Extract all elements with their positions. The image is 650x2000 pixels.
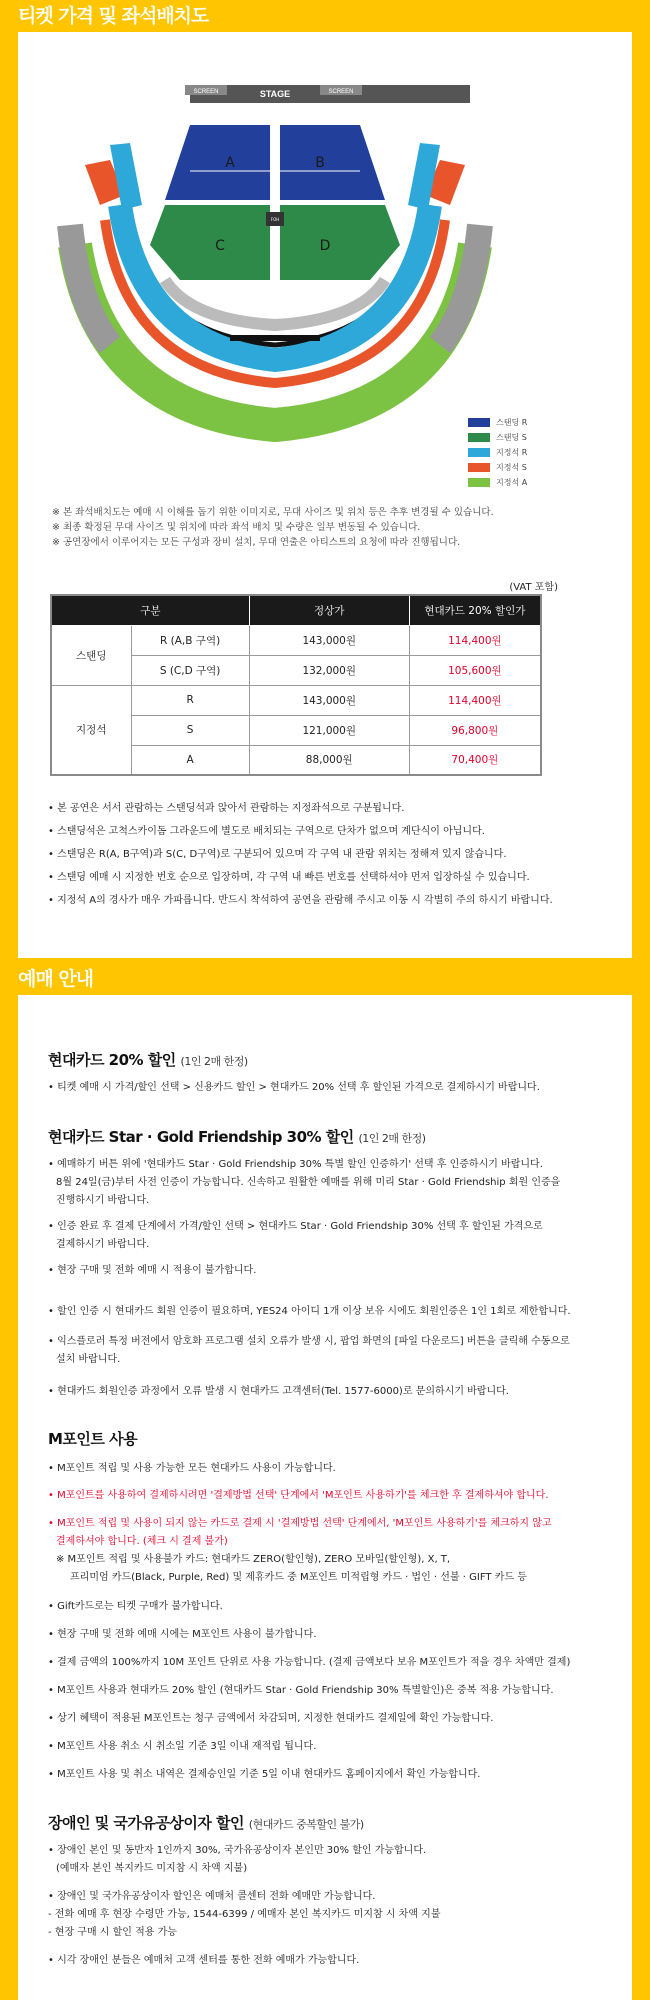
booking-line: • 인증 완료 후 결제 단계에서 가격/할인 선택 > 현대카드 Star · Gold Friendship 30% 선택 후 할인된 가격으로 xyxy=(48,1221,543,1232)
block-b-label: B xyxy=(315,155,325,171)
booking-line: 결제하셔야 합니다. (체크 시 결제 불가) xyxy=(56,1536,228,1547)
seat-legend xyxy=(468,415,527,490)
booking-line: 결제하시기 바랍니다. xyxy=(56,1239,150,1250)
grade-cell: R (A,B 구역) xyxy=(131,625,249,655)
grade-cell: A xyxy=(131,745,249,775)
discount-cell: 114,400원 xyxy=(409,625,541,655)
heading-sub: (1인 2매 한정) xyxy=(358,1132,426,1145)
booking-line: • Gift카드로는 티켓 구매가 불가합니다. xyxy=(48,1601,223,1612)
heading-sub: (현대카드 중복할인 불가) xyxy=(248,1818,364,1831)
booking-line: • 결제 금액의 100%까지 10M 포인트 단위로 사용 가능합니다. (결제 금액보다 보유 M포인트가 적을 경우 차액만 결제) xyxy=(48,1657,571,1668)
booking-line: 진행하시기 바랍니다. xyxy=(56,1195,150,1206)
booking-line: • 현장 구매 및 전화 예매 시 적용이 불가합니다. xyxy=(48,1265,257,1276)
legend-label: 지정석 A xyxy=(496,478,528,487)
bullet-item: • 스탠딩 예매 시 지정한 번호 순으로 입장하며, 각 구역 내 빠른 번호를 선택하셔야 먼저 입장하실 수 있습니다. xyxy=(48,872,530,883)
booking-line: • M포인트 사용 취소 시 취소일 기준 3일 이내 재적립 됩니다. xyxy=(48,1741,317,1752)
legend-item xyxy=(468,415,527,430)
heading-text: M포인트 사용 xyxy=(48,1430,138,1448)
discount-cell: 114,400원 xyxy=(409,685,541,715)
booking-heading xyxy=(48,1049,248,1070)
table-row xyxy=(51,685,541,715)
booking-line: • M포인트 사용과 현대카드 20% 할인 (현대카드 Star · Gold Friendship 30% 특별할인)은 중복 적용 가능합니다. xyxy=(48,1685,554,1696)
booking-line: • 장애인 본인 및 동반자 1인까지 30%, 국가유공상이자 본인만 30% 할인 가능합니다. xyxy=(48,1845,427,1856)
note-line: ※ 공연장에서 이루어지는 모든 구성과 장비 설치, 무대 연출은 아티스트의 요청에 따라 진행됩니다. xyxy=(52,537,461,548)
discount-cell: 70,400원 xyxy=(409,745,541,775)
bullet-item: • 본 공연은 서서 관람하는 스탠딩석과 앉아서 관람하는 지정좌석으로 구분됩니다. xyxy=(48,803,405,814)
legend-label: 지정석 S xyxy=(496,463,527,472)
legend-label: 스탠딩 R xyxy=(496,418,528,427)
booking-line: ※ M포인트 적립 및 사용불가 카드: 현대카드 ZERO(할인형), ZERO 모바일(할인형), X, T, xyxy=(56,1554,451,1565)
booking-line: • 상기 혜택이 적용된 M포인트는 청구 금액에서 차감되며, 지정한 현대카드 결제일에 확인 가능합니다. xyxy=(48,1713,494,1724)
booking-line: • 익스플로러 특정 버전에서 암호화 프로그램 설치 오류가 발생 시, 팝업 화면의 [파일 다운로드] 버튼을 클릭해 수동으로 xyxy=(48,1336,570,1347)
price-table xyxy=(50,594,542,776)
bullet-item: • 지정석 A의 경사가 매우 가파릅니다. 반드시 착석하여 공연을 관람해 주시고 이동 시 각별히 주의 하시기 바랍니다. xyxy=(48,895,553,906)
heading-text: 장애인 및 국가유공상이자 할인 xyxy=(48,1814,245,1832)
bullet-item: • 스탠딩은 R(A, B구역)과 S(C, D구역)로 구분되어 있으며 각 구역 내 관람 위치는 정해져 있지 않습니다. xyxy=(48,849,507,860)
booking-line: • 할인 인증 시 현대카드 회원 인증이 필요하며, YES24 아이디 1개 이상 보유 시에도 회원인증은 1인 1회로 제한합니다. xyxy=(48,1306,571,1317)
screen-right-label: SCREEN xyxy=(328,89,354,95)
grade-cell: S (C,D 구역) xyxy=(131,655,249,685)
bullet-item: • 스탠딩석은 고척스카이돔 그라운드에 별도로 배치되는 구역으로 단차가 없으며 계단식이 아닙니다. xyxy=(48,826,485,837)
booking-line: • M포인트 적립 및 사용이 되지 않는 카드로 결제 시 '결제방법 선택' 단계에서, 'M포인트 사용하기'를 체크하지 않고 xyxy=(48,1518,552,1529)
table-row xyxy=(51,625,541,655)
booking-line: • 티켓 예매 시 가격/할인 선택 > 신용카드 할인 > 현대카드 20% 선택 후 할인된 가격으로 결제하시기 바랍니다. xyxy=(48,1082,540,1093)
standing-b xyxy=(280,125,385,200)
section-title-price: 티켓 가격 및 좌석배치도 xyxy=(18,5,209,27)
legend-swatch xyxy=(468,433,490,442)
discount-cell: 96,800원 xyxy=(409,715,541,745)
discount-cell: 105,600원 xyxy=(409,655,541,685)
stage-label: STAGE xyxy=(259,89,291,99)
booking-heading xyxy=(48,1812,364,1833)
legend-item xyxy=(468,475,527,490)
price-cell: 143,000원 xyxy=(249,625,409,655)
standing-c xyxy=(150,205,270,280)
block-a-label: A xyxy=(225,155,235,171)
booking-line: • 장애인 및 국가유공상이자 할인은 예매처 콜센터 전화 예매만 가능합니다. xyxy=(48,1891,376,1902)
legend-item xyxy=(468,430,527,445)
standing-a xyxy=(165,125,270,200)
booking-heading xyxy=(48,1126,426,1147)
legend-swatch xyxy=(468,463,490,472)
booking-line: 8월 24일(금)부터 사전 인증이 가능합니다. 신속하고 원활한 예매를 위해 미리 Star · Gold Friendship 회원 인증을 xyxy=(56,1177,561,1188)
seat-bullets xyxy=(48,800,553,915)
th-category: 구분 xyxy=(51,595,249,625)
booking-line: 프리미엄 카드(Black, Purple, Red) 및 제휴카드 중 M포인트 미적립형 카드 · 법인 · 선불 · GIFT 카드 등 xyxy=(70,1572,527,1583)
legend-item xyxy=(468,445,527,460)
price-cell: 132,000원 xyxy=(249,655,409,685)
screen-left-label: SCREEN xyxy=(193,89,219,95)
map-notes xyxy=(52,505,494,550)
booking-line: • 현장 구매 및 전화 예매 시에는 M포인트 사용이 불가합니다. xyxy=(48,1629,317,1640)
booking-line: • M포인트 사용 및 취소 내역은 결제승인일 기준 5일 이내 현대카드 홈페이지에서 확인 가능합니다. xyxy=(48,1769,481,1780)
booking-line: • 현대카드 회원인증 과정에서 오류 발생 시 현대카드 고객센터(Tel. 1577-6000)로 문의하시기 바랍니다. xyxy=(48,1386,509,1397)
price-cell: 121,000원 xyxy=(249,715,409,745)
note-line: ※ 본 좌석배치도는 예매 시 이해를 돕기 위한 이미지로, 무대 사이즈 및 위치 등은 추후 변경될 수 있습니다. xyxy=(52,507,494,518)
standing-d xyxy=(280,205,400,280)
legend-label: 스탠딩 S xyxy=(496,433,527,442)
legend-item xyxy=(468,460,527,475)
legend-swatch xyxy=(468,418,490,427)
legend-swatch xyxy=(468,448,490,457)
booking-line: 설치 바랍니다. xyxy=(56,1354,121,1365)
th-price: 정상가 xyxy=(249,595,409,625)
vat-note: (VAT 포함) xyxy=(509,582,558,593)
group-standing: 스탠딩 xyxy=(51,625,131,685)
legend-label: 지정석 R xyxy=(496,448,528,457)
section-title-booking: 예매 안내 xyxy=(18,968,94,990)
booking-line: - 현장 구매 시 할인 적용 가능 xyxy=(48,1927,177,1938)
bottom-stage xyxy=(230,335,320,341)
block-c-label: C xyxy=(215,238,225,254)
booking-line: • 시각 장애인 분들은 예매처 고객 센터를 통한 전화 예매가 가능합니다. xyxy=(48,1955,360,1966)
group-reserved: 지정석 xyxy=(51,685,131,775)
grade-cell: S xyxy=(131,715,249,745)
booking-line: (예매자 본인 복지카드 미지참 시 차액 지불) xyxy=(56,1863,248,1874)
booking-line: • 예매하기 버튼 위에 '현대카드 Star · Gold Friendship 30% 특별 할인 인증하기' 선택 후 인증하시기 바랍니다. xyxy=(48,1159,543,1170)
booking-heading xyxy=(48,1428,137,1449)
heading-text: 현대카드 Star · Gold Friendship 30% 할인 xyxy=(48,1128,354,1146)
grade-cell: R xyxy=(131,685,249,715)
foh-label: FOH xyxy=(270,217,280,222)
booking-line: • M포인트 적립 및 사용 가능한 모든 현대카드 사용이 가능합니다. xyxy=(48,1463,336,1474)
table-header-row xyxy=(51,595,541,625)
block-d-label: D xyxy=(319,238,331,254)
legend-swatch xyxy=(468,478,490,487)
booking-line: - 전화 예매 후 현장 수령만 가능, 1544-6399 / 예매자 본인 복지카드 미지참 시 차액 지불 xyxy=(48,1909,441,1920)
note-line: ※ 최종 확정된 무대 사이즈 및 위치에 따라 좌석 배치 및 수량은 일부 변동될 수 있습니다. xyxy=(52,522,421,533)
inner-grey-ring xyxy=(165,280,385,325)
booking-line: • M포인트를 사용하여 결제하시려면 '결제방법 선택' 단계에서 'M포인트 사용하기'를 체크한 후 결제하셔야 합니다. xyxy=(48,1490,549,1501)
price-cell: 143,000원 xyxy=(249,685,409,715)
th-discount: 현대카드 20% 할인가 xyxy=(409,595,541,625)
heading-text: 현대카드 20% 할인 xyxy=(48,1051,176,1069)
price-cell: 88,000원 xyxy=(249,745,409,775)
heading-sub: (1인 2매 한정) xyxy=(180,1055,248,1068)
